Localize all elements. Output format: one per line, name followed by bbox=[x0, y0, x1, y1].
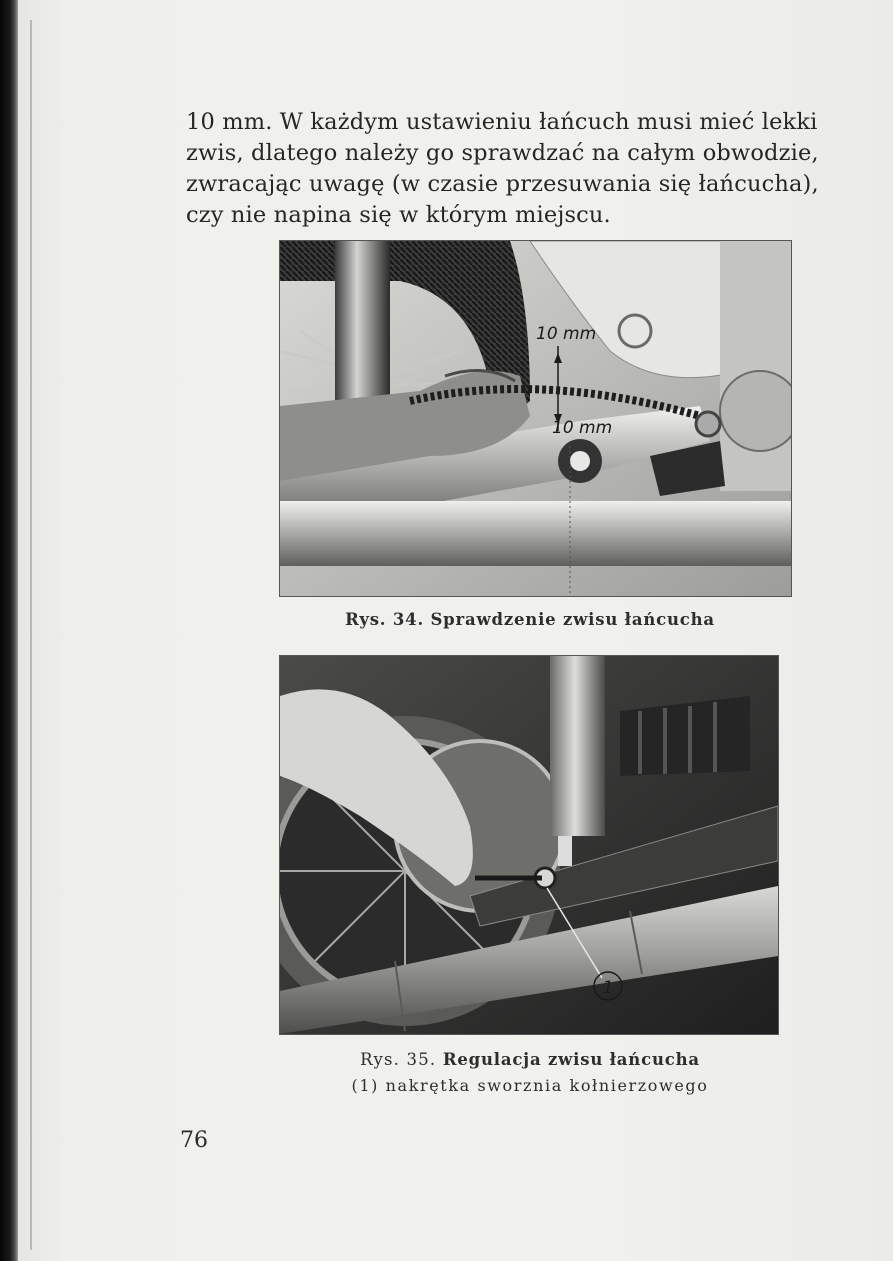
figure2-legend: (1) nakrętka sworznia kołnierzowego bbox=[351, 1076, 709, 1095]
figure-chain-slack-check-photo bbox=[279, 240, 792, 597]
body-line: zwracając uwagę (w czasie przesuwania się łańcucha), bbox=[186, 171, 819, 197]
figure1-caption-number: Rys. 34. bbox=[345, 610, 424, 629]
figure1-caption bbox=[300, 610, 760, 629]
book-spine-shadow bbox=[0, 0, 18, 1261]
figure1-caption-text: Sprawdzenie zwisu łańcucha bbox=[430, 610, 715, 629]
body-line: zwis, dlatego należy go sprawdzać na całym obwodzie, bbox=[186, 140, 819, 166]
figure-chain-slack-adjustment-photo bbox=[279, 655, 779, 1035]
callout-number: 1 bbox=[602, 978, 614, 998]
figure2-caption-number: Rys. 35. bbox=[360, 1050, 437, 1069]
page-number: 76 bbox=[180, 1128, 208, 1153]
spine-crease bbox=[30, 20, 32, 1250]
photo-illustration bbox=[280, 241, 791, 596]
photo-illustration bbox=[280, 656, 778, 1034]
body-line: czy nie napina się w którym miejscu. bbox=[186, 202, 611, 228]
figure2-caption-text: Regulacja zwisu łańcucha bbox=[442, 1050, 700, 1069]
measurement-label-bottom: 10 mm bbox=[552, 418, 613, 438]
body-paragraph bbox=[186, 107, 886, 231]
body-line: 10 mm. W każdym ustawieniu łańcuch musi mieć lekki bbox=[186, 109, 818, 135]
measurement-label-top: 10 mm bbox=[536, 324, 597, 344]
figure2-caption bbox=[300, 1050, 760, 1069]
